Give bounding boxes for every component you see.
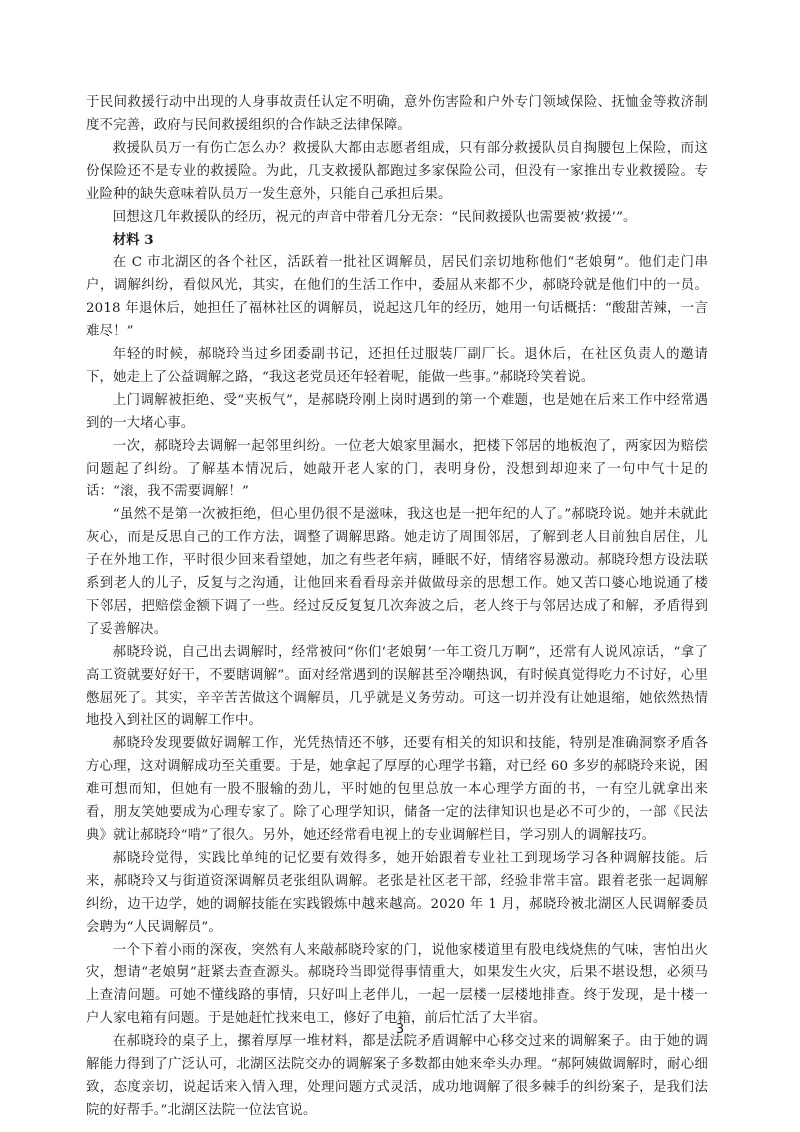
paragraph: 一个下着小雨的深夜，突然有人来敲郝晓玲家的门，说他家楼道里有股电线烧焦的气味，害怕出火灾，想请“老娘舅”赶紧去查查源头。郝晓玲当即觉得事情重大，如果发生火灾，后果不堪设想，必须马上查清问题。可她不懂线路的事情，只好叫上老伴儿，一起一层楼一层楼地排查。终于发现，是十楼一户人家电箱有问题。于是她赶忙找来电工，修好了电箱，前后忙活了大半宿。: [86, 942, 708, 1027]
paragraph: 郝晓玲发现要做好调解工作，光凭热情还不够，还要有相关的知识和技能，特别是准确洞察矛盾各方心理，这对调解成功至关重要。于是，她拿起了厚厚的心理学书籍，对已经 60 多岁的郝晓玲来说，困难可想而知，但她有一股不服输的劲儿，平时她的包里总放一本心理学方面的书，一有空儿就拿出来看，朋友笑她要成为心理专家了。除了心理学知识，储备一定的法律知识也是必不可少的，一部《民法典》就让郝晓玲“啃”了很久。另外，她还经常看电视上的专业调解栏目，学习别人的调解技巧。: [86, 736, 708, 843]
paragraph: 在郝晓玲的桌子上，摞着厚厚一堆材料，都是法院矛盾调解中心移交过来的调解案子。由于她的调解能力得到了广泛认可，北湖区法院交办的调解案子多数都由她来牵头办理。“郝阿姨做调解时，耐心细致，态度亲切，说起话来入情入理，处理问题方式灵活，成功地调解了很多棘手的纠纷案子，是我们法院的好帮手。”北湖区法院一位法官说。: [86, 1034, 708, 1118]
paragraph: 在 C 市北湖区的各个社区，活跃着一批社区调解员，居民们亲切地称他们“老娘舅”。他们走门串户，调解纠纷，看似风光，其实，在他们的生活工作中，委屈从来都不少，郝晓玲就是他们中的一员。2018 年退休后，她担任了福林社区的调解员，说起这几年的经历，她用一句话概括：“酸甜苦辣，一言难尽！”: [86, 255, 708, 340]
section-heading: 材料 3: [112, 232, 154, 249]
paragraph: 于民间救援行动中出现的人身事故责任认定不明确，意外伤害险和户外专门领域保险、抚恤金等救济制度不完善，政府与民间救援组织的合作缺乏法律保障。: [86, 95, 708, 133]
paragraph: 回想这几年救援队的经历，祝元的声音中带着几分无奈：“民间救援队也需要被‘救援’”。: [112, 209, 637, 225]
paragraph: 救援队员万一有伤亡怎么办？救援队大都由志愿者组成，只有部分救援队员自掏腰包上保险，而这份保险还不是专业的救援险。为此，几支救援队都跑过多家保险公司，但没有一家推出专业救援险。专业险种的缺失意味着队员万一发生意外，只能自己承担后果。: [86, 140, 708, 202]
page-number: 3: [395, 1022, 405, 1037]
paragraph: 郝晓玲说，自己出去调解时，经常被问“你们‘老娘舅’一年工资几万啊”，还常有人说风凉话，“拿了高工资就要好好干，不要瞎调解”。面对经常遇到的误解甚至冷嘲热讽，有时候真觉得吃力不讨好，心里憋屈死了。其实，辛辛苦苦做这个调解员，几乎就是义务劳动。可这一切并没有让她退缩，她依然热情地投入到社区的调解工作中。: [86, 644, 708, 729]
paragraph: 上门调解被拒绝、受“夹板气”，是郝晓玲刚上岗时遇到的第一个难题，也是她在后来工作中经常遇到的一大堵心事。: [86, 392, 708, 431]
paragraph: 年轻的时候，郝晓玲当过乡团委副书记，还担任过服装厂副厂长。退休后，在社区负责人的邀请下，她走上了公益调解之路，“我这老党员还年轻着呢，能做一些事。”郝晓玲笑着说。: [86, 346, 708, 385]
paragraph: “虽然不是第一次被拒绝，但心里仍很不是滋味，我这也是一把年纪的人了。”郝晓玲说。她并未就此灰心，而是反思自己的工作方法，调整了调解思路。她走访了周围邻居，了解到老人目前独自居住，儿子在外地工作，平时很少回来看望她，加之有些老年病，睡眠不好，情绪容易激动。郝晓玲想方设法联系到老人的儿子，反复与之沟通，让他回来看看母亲并做做母亲的思想工作。她又苦口婆心地说通了楼下邻居，把赔偿金额下调了一些。经过反反复复几次奔波之后，老人终于与邻居达成了和解，矛盾得到了妥善解决。: [86, 507, 708, 637]
paragraph: 一次，郝晓玲去调解一起邻里纠纷。一位老大娘家里漏水，把楼下邻居的地板泡了，两家因为赔偿问题起了纠纷。了解基本情况后，她敲开老人家的门，表明身份，没想到却迎来了一句中气十足的话：“滚，我不需要调解！”: [86, 438, 708, 500]
paragraph: 郝晓玲觉得，实践比单纯的记忆要有效得多，她开始跟着专业社工到现场学习各种调解技能。后来，郝晓玲又与街道资深调解员老张组队调解。老张是社区老干部，经验非常丰富。跟着老张一起调解纠纷，边干边学，她的调解技能在实践锻炼中越来越高。2020 年 1 月，郝晓玲被北湖区人民调解委员会聘为“人民调解员”。: [86, 850, 708, 935]
document-body: [86, 92, 708, 1123]
